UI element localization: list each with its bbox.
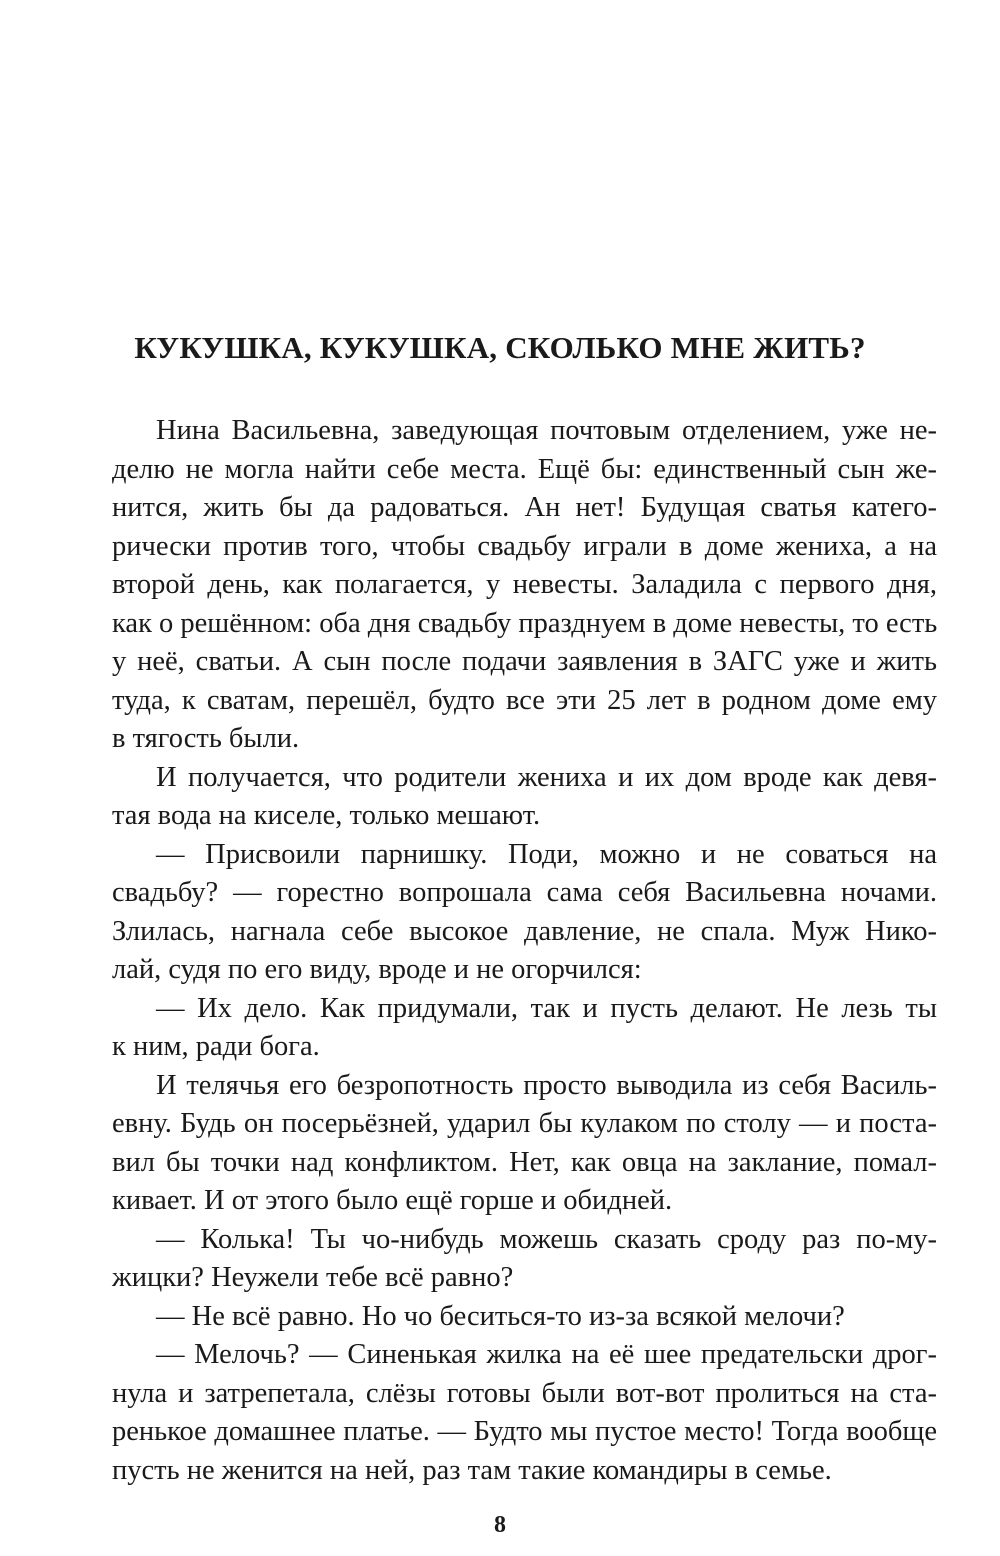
text-line: — Колька! Ты чо-нибудь можешь сказать сроду раз по-му-: [156, 1223, 937, 1255]
text-line: нится, жить бы да радоваться. Ан нет! Будущая сватья катего-: [112, 492, 937, 523]
text-line: евну. Будь он посерьёзней, ударил бы кулаком по столу — и поста-: [112, 1108, 937, 1139]
text-line: второй день, как полагается, у невесты. Заладила с первого дня,: [112, 569, 937, 600]
page-number: 8: [494, 1512, 506, 1538]
chapter-title: КУКУШКА, КУКУШКА, СКОЛЬКО МНЕ ЖИТЬ?: [134, 330, 866, 365]
text-line: кивает. И от этого было ещё горше и обидней.: [112, 1185, 673, 1216]
text-line: делю не могла найти себе места. Ещё бы: единственный сын же-: [112, 453, 937, 485]
text-line: свадьбу? — горестно вопрошала сама себя Васильевна ночами.: [112, 877, 937, 908]
text-line: — Присвоили парнишку. Поди, можно и не соваться на: [156, 838, 937, 870]
text-line: рически против того, чтобы свадьбу играли в доме жениха, а на: [112, 530, 937, 562]
text-line: как о решённом: оба дня свадьбу празднуем в доме невесты, то есть: [112, 607, 938, 639]
text-line: вил бы точки над конфликтом. Нет, как овца на заклание, помал-: [112, 1146, 937, 1178]
text-line: в тягость были.: [112, 723, 300, 754]
text-line: у неё, сватьи. А сын после подачи заявления в ЗАГС уже и жить: [112, 646, 937, 677]
text-line: жицки? Неужели тебе всё равно?: [112, 1262, 514, 1293]
text-line: ренькое домашнее платье. — Будто мы пустое место! Тогда вообще: [112, 1416, 937, 1447]
text-line: Нина Васильевна, заведующая почтовым отделением, уже не-: [156, 415, 937, 446]
text-line: нула и затрепетала, слёзы готовы были вот-вот пролиться на ста-: [112, 1377, 937, 1409]
text-line: пусть не женится на ней, раз там такие командиры в семье.: [112, 1454, 832, 1486]
text-line: И телячья его безропотность просто выводила из себя Василь-: [156, 1069, 937, 1101]
text-line: туда, к сватам, перешёл, будто все эти 25 лет в родном доме ему: [112, 684, 937, 716]
text-line: — Не всё равно. Но чо беситься-то из-за всякой мелочи?: [156, 1300, 845, 1332]
text-line: И получается, что родители жениха и их дом вроде как девя-: [156, 761, 937, 793]
text-line: — Их дело. Как придумали, так и пусть делают. Не лезь ты: [156, 992, 937, 1024]
body-text: [112, 412, 937, 1490]
text-line: к ним, ради бога.: [112, 1031, 320, 1062]
text-line: — Мелочь? — Синенькая жилка на её шее предательски дрог-: [156, 1339, 937, 1370]
text-line: тая вода на киселе, только мешают.: [112, 800, 541, 831]
text-line: лай, судя по его виду, вроде и не огорчился:: [112, 954, 642, 985]
text-line: Злилась, нагнала себе высокое давление, не спала. Муж Нико-: [112, 915, 937, 947]
